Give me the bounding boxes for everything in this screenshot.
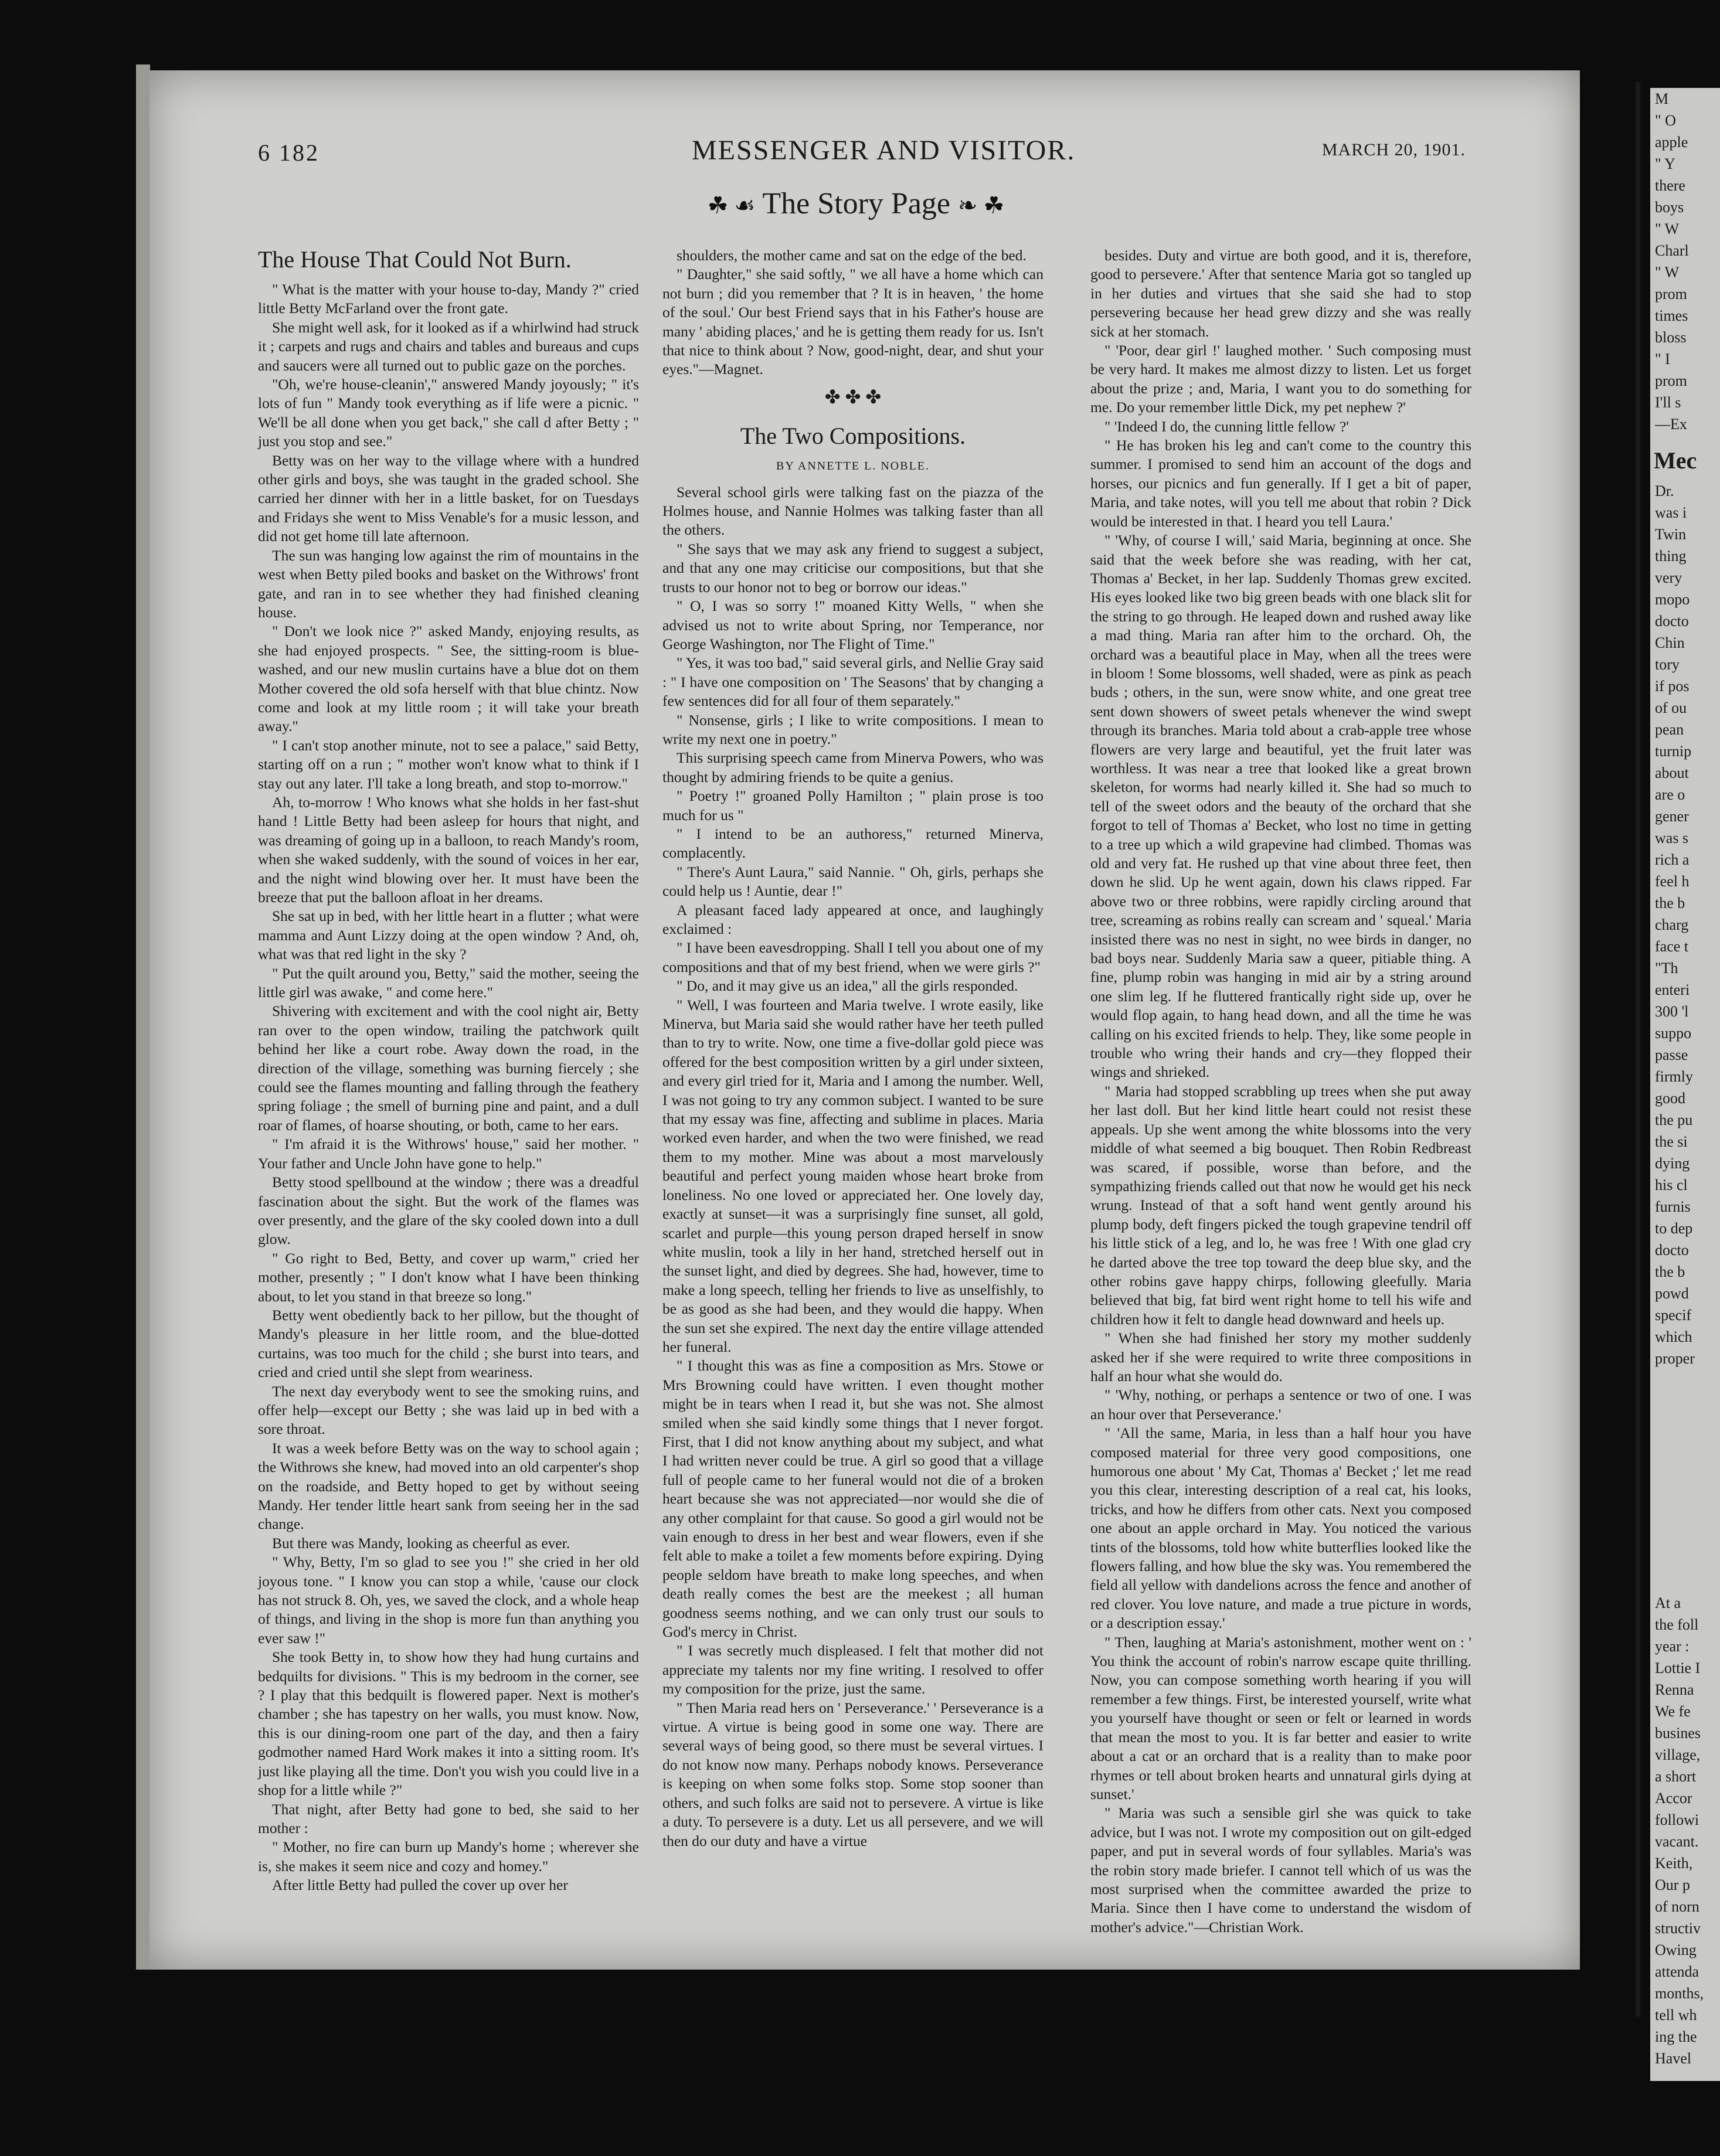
- facing-text-fragment: prom: [1655, 285, 1687, 302]
- paragraph: She might well ask, for it looked as if a whirlwind had struck it ; carpets and rugs and chairs and tables and bureaus and cups and saucers were all turned out to public gaze on the porches.: [258, 318, 639, 374]
- facing-text-fragment: of norn: [1655, 1898, 1699, 1915]
- paragraph: She took Betty in, to show how they had hung curtains and bedquilts for divisions. " This is my bedroom in the corner, see ? I play that this bedquilt is flowered paper. Next is mother's chamber ; she has tapestry on her walls, you must know. Now, this is our dining-room one part of the day, and then a fairy godmother named Hard Work makes it into a sitting room. It's just like playing all the time. Don't you wish you could live in a shop for a little while ?": [258, 1648, 639, 1799]
- facing-text-fragment: mopo: [1655, 591, 1690, 608]
- column-1: [258, 246, 639, 1895]
- paragraph: But there was Mandy, looking as cheerful as ever.: [272, 1534, 570, 1552]
- paragraph: " Mother, no fire can burn up Mandy's home ; wherever she is, she makes it seem nice and cozy and homey.": [258, 1838, 639, 1875]
- page-edge: [136, 64, 150, 1970]
- paragraph: Shivering with excitement and with the cool night air, Betty ran over to the open window, trailing the patchwork quilt behind her like a court robe. Away down the road, in the direction of the village, something was burning fiercely ; she could see the flames mounting and falling through the feathery spring foliage ; the smell of burning pine and paint, and a dull roar of flames, of hoarse shouting, or both, came to her ears.: [258, 1002, 639, 1134]
- story-title: The House That Could Not Burn.: [258, 246, 572, 273]
- paragraph: Several school girls were talking fast on the piazza of the Holmes house, and Nannie Holmes was talking faster than all the others.: [662, 483, 1043, 539]
- facing-text-fragment: apple: [1655, 134, 1688, 151]
- paragraph: " 'All the same, Maria, in less than a half hour you have composed material for three very good compositions, one humorous one about ' My Cat, Thomas a' Becket ;' let me read you this clear, interesting description of a real cat, his looks, tricks, and how he differs from other cats. Next you composed one about an apple orchard in May. You noticed the various tints of the blossoms, told how white butterflies looked like the flowers falling, and how blue the sky was. You remembered the field all yellow with dandelions across the fence and another of red clover. You love nature, and made a true picture in words, or a description essay.': [1090, 1424, 1471, 1632]
- paragraph: " 'Poor, dear girl !' laughed mother. ' Such composing must be very hard. It makes me almost dizzy to listen. Let us forget about the prize ; and, Maria, I want you to do something for me. Do your remember little Dick, my pet nephew ?': [1090, 342, 1471, 416]
- paragraph: " Daughter," she said softly, " we all have a home which can not burn ; did you remember that ? It is in heaven, ' the home of the soul.' Our best Friend says that in his Father's house are many ' abiding places,' and he is getting them ready for us. Isn't that nice to think about ? Now, good-night, dear, and shut your eyes."—Magnet.: [662, 266, 1043, 378]
- ornament-right-icon: ❧ ☘: [958, 192, 1005, 219]
- facing-text-fragment: his cl: [1655, 1176, 1688, 1193]
- paragraph: Betty was on her way to the village where with a hundred other girls and boys, she was taught in the graded school. She carried her dinner with her in a little basket, for on Tuesdays and Fridays she went to Miss Venable's for a music lesson, and did not get home till late afternoon.: [258, 451, 639, 545]
- facing-text-fragment: Havel: [1655, 2050, 1692, 2067]
- facing-text-fragment: suppo: [1655, 1025, 1692, 1042]
- facing-text-fragment: Accor: [1655, 1790, 1692, 1807]
- facing-text-fragment: feel h: [1655, 873, 1690, 890]
- facing-text-fragment: are o: [1655, 786, 1685, 803]
- paragraph: " When she had finished her story my mother suddenly asked her if she were required to write three compositions in half an hour what she would do.: [1090, 1329, 1471, 1385]
- facing-text-fragment: was s: [1655, 829, 1689, 846]
- facing-text-fragment: Lottie I: [1655, 1659, 1701, 1676]
- facing-text-fragment: turnip: [1655, 743, 1692, 760]
- paragraph: " Well, I was fourteen and Maria twelve. I wrote easily, like Minerva, but Maria said she would rather have her teeth pulled than to try to write. Now, one time a five-dollar gold piece was offered for the best composition written by a girl under sixteen, and every girl tried for it, Maria and I among the number. Well, I was not going to try any common subject. I wanted to be sure that my essay was fine, affecting and sublime in places. Maria worked even harder, and when the two were finished, we read them to my mother. Mine was about a most marvelously beautiful and perfect young maiden whose heart broke from loneliness. No one loved or appreciated her. One lovely day, exactly at sunset—it was a surprisingly fine sunset, all gold, scarlet and purple—this young person draped herself in snow white muslin, took a lily in her hand, stretched herself out in the sunset light, and died by degrees. She had, however, time to make a long speech, telling her friends to live as unselfishly, to be as good as she had been, and they would die happy. When the sun set she expired. The next day the entire village attended her funeral.: [662, 996, 1043, 1355]
- facing-text-fragment: months,: [1655, 1985, 1704, 2002]
- facing-text-fragment: Keith,: [1655, 1855, 1693, 1872]
- facing-text-fragment: the b: [1655, 895, 1685, 912]
- facing-text-fragment: structiv: [1655, 1920, 1701, 1937]
- facing-text-fragment: which: [1655, 1328, 1692, 1345]
- paragraph: " Why, Betty, I'm so glad to see you !" she cried in her old joyous tone. " I know you can stop a while, 'cause our clock has not struck 8. Oh, yes, we saved the clock, and a whole heap of things, and living in the shop is more fun than anything you ever saw !": [258, 1553, 639, 1647]
- story-continuation: [662, 246, 1043, 379]
- facing-text-fragment: the b: [1655, 1263, 1685, 1280]
- paragraph: besides. Duty and virtue are both good, and it is, therefore, good to persevere.' After that sentence Maria got so tangled up in her duties and virtues that she said she had to stop persevering because her head grew dizzy and she was really sick at her stomach.: [1090, 247, 1471, 340]
- facing-text-fragment: " W: [1655, 220, 1680, 237]
- paragraph: " There's Aunt Laura," said Nannie. " Oh, girls, perhaps she could help us ! Auntie, dear !": [662, 863, 1043, 900]
- facing-text-fragment: docto: [1655, 613, 1689, 630]
- facing-text-fragment: —Ex: [1655, 416, 1687, 433]
- facing-text-fragment: the foll: [1655, 1616, 1699, 1633]
- facing-text-fragment: the si: [1655, 1133, 1688, 1150]
- byline: BY ANNETTE L. NOBLE.: [776, 460, 930, 473]
- facing-text-fragment: tell wh: [1655, 2007, 1697, 2024]
- facing-text-fragment: dying: [1655, 1155, 1690, 1172]
- facing-text-fragment: " Y: [1655, 155, 1675, 172]
- facing-text-fragment: furnis: [1655, 1198, 1691, 1215]
- facing-text-fragment: firmly: [1655, 1068, 1693, 1085]
- facing-text-fragment: Chin: [1655, 634, 1685, 651]
- facing-text-fragment: 300 'l: [1655, 1003, 1689, 1020]
- facing-text-fragment: year :: [1655, 1638, 1690, 1655]
- paragraph: " Put the quilt around you, Betty," said the mother, seeing the little girl was awake, " and come here.": [258, 964, 639, 1001]
- facing-heading: Mec: [1654, 447, 1697, 474]
- paragraph: " Maria was such a sensible girl she was quick to take advice, but I was not. I wrote my composition out on gilt-edged paper, and put in several words of four syllables. Maria's was the robin story made briefer. I cannot tell which of us was the most surprised when the committee awarded the prize to Maria. Since then I have come to understand the wisdom of mother's advice."—Christian Work.: [1090, 1804, 1471, 1936]
- facing-text-fragment: good: [1655, 1090, 1685, 1107]
- paragraph: After little Betty had pulled the cover up over her: [272, 1876, 568, 1894]
- facing-text-fragment: was i: [1655, 504, 1687, 521]
- paragraph: The sun was hanging low against the rim of mountains in the west when Betty piled books and basket on the Withrows' front gate, and ran in to see whether they had finished cleaning house.: [258, 546, 639, 621]
- facing-text-fragment: times: [1655, 307, 1688, 324]
- facing-text-fragment: attenda: [1655, 1963, 1699, 1980]
- paragraph: " Yes, it was too bad," said several girls, and Nellie Gray said : " I have one composition on ' The Seasons' that by changing a few sentences did for all four of them separately.": [662, 654, 1043, 710]
- story-title: The Two Compositions.: [740, 423, 966, 450]
- paragraph: "Oh, we're house-cleanin'," answered Mandy joyously; " it's lots of fun " Mandy took everything as if life were a picnic. " We'll be all done when you get back," she call d after Betty ; " just you stop and see.": [258, 376, 639, 450]
- column-2: [662, 246, 1043, 1851]
- paragraph: " I'm afraid it is the Withrows' house," said her mother. " Your father and Uncle John have gone to help.": [258, 1135, 639, 1172]
- newspaper-title: MESSENGER AND VISITOR.: [692, 135, 1076, 166]
- facing-text-fragment: Charl: [1655, 242, 1689, 259]
- paragraph: " I intend to be an authoress," returned Minerva, complacently.: [662, 825, 1043, 862]
- paragraph: " 'Indeed I do, the cunning little fellow ?': [1104, 417, 1349, 435]
- column-3: [1090, 246, 1471, 1937]
- facing-text-fragment: village,: [1655, 1746, 1701, 1763]
- paragraph: " Then Maria read hers on ' Perseverance.' ' Perseverance is a virtue. A virtue is being good in some one way. There are several ways of being good, so there must be several virtues. I do not know now many. Perhaps nobody knows. Perseverance is keeping on when some folks stop. Some stop sooner than others, and such folks are said not to persevere. A virtue is like a duty. To persevere is a duty. Let us all persevere, and we will then do our duty and have a virtue: [662, 1699, 1043, 1849]
- facing-text-fragment: tory: [1655, 656, 1680, 673]
- facing-text-fragment: Dr.: [1655, 482, 1674, 499]
- paragraph: Betty went obediently back to her pillow, but the thought of Mandy's pleasure in her little room, and the blue-dotted curtains, was too much for the child ; she burst into tears, and cried and cried until she slept from weariness.: [258, 1306, 639, 1381]
- facing-text-fragment: about: [1655, 764, 1689, 781]
- facing-text-fragment: M: [1655, 90, 1669, 107]
- facing-text-fragment: We fe: [1655, 1703, 1691, 1720]
- issue-date: MARCH 20, 1901.: [1321, 140, 1466, 159]
- paragraph: " I have been eavesdropping. Shall I tell you about one of my compositions and that of my best friend, when we were girls ?": [662, 939, 1043, 975]
- paragraph: " What is the matter with your house to-day, Mandy ?" cried little Betty McFarland over the front gate.: [258, 281, 639, 317]
- facing-text-fragment: thing: [1655, 547, 1687, 564]
- paragraph: " 'Why, of course I will,' said Maria, beginning at once. She said that the week before she was reading, with her cat, Thomas a' Becket, in her lap. Suddenly Thomas grew excited. His eyes looked like two big green beads with one black slit for the string to go through. He leaped down and rushed away like a mad thing. Maria ran after him to the orchard. Oh, the orchard was a beautiful place in May, when all the trees were in bloom ! Some blossoms, well shaded, were as pink as peach buds ; others, in the sun, were snow white, and one great tree sent down showers of sweet petals whenever the wind swept through its branches. Maria told about a crab-apple tree whose flowers are very large and beautiful, yet the fruit later was worthless. It was near a tree that looked like a great brown skeleton, for worms had nearly killed it. She had so much to tell of the sweet odors and the beauty of the orchard that she forgot to tell of Thomas a' Becket, who lost no time in getting to a tree up which a wild grapevine had climbed. Thomas was old and very fat. He rushed up that vine about three feet, then down he slid. Up he went again, down his claws ripped. Far above two or three robbins, were rapidly circling around that tree, screaming as robins really can scream and ' squeal.' Maria insisted there was no nest in sight, no wee birds in danger, no bad boys near. Suddenly Maria saw a queer, pitiable thing. A fine, plump robin was hanging in mid air by a string around one slim leg. If he fluttered frantically right side up, over he would flop again, to hang head down, and all the time he was calling on his excited friends to help. They, like some people in trouble who wring their hands and cry—they flopped their wings and shrieked.: [1090, 532, 1471, 1081]
- paragraph: " 'Why, nothing, or perhaps a sentence or two of one. I was an hour over that Perseverance.': [1090, 1386, 1471, 1423]
- facing-text-fragment: face t: [1655, 938, 1689, 955]
- facing-text-fragment: the pu: [1655, 1111, 1693, 1128]
- facing-text-fragment: boys: [1655, 199, 1684, 216]
- facing-text-fragment: charg: [1655, 916, 1689, 933]
- paragraph: " I thought this was as fine a composition as Mrs. Stowe or Mrs Browning could have written. I even thought mother might be in tears when I read it, but she was not. She almost smiled when she said kindly some things that I never forgot. First, that I did not know anything about my subject, and what I had written never could be true. A girl so good that a village full of people came to her funeral would not die of a broken heart because she was not appreciated—nor would she die of any other complaint for that cause. So good a girl would not be vain enough to dress in her best and wear flowers, even if she felt able to make a toilet a few moments before expiring. Dying people seldom have breath to make long speeches, and when death really comes the best are the meekest ; all human goodness seems nothing, and we can only trust our souls to God's mercy in Christ.: [662, 1357, 1043, 1641]
- facing-text-fragment: gener: [1655, 808, 1689, 825]
- facing-text-fragment: vacant.: [1655, 1833, 1699, 1850]
- paragraph: " She says that we may ask any friend to suggest a subject, and that any one may criticise our compositions, but that she trusts to our honor not to beg or borrow our ideas.": [662, 540, 1043, 596]
- facing-text-fragment: passe: [1655, 1046, 1688, 1063]
- section-title: The Story Page: [762, 187, 950, 220]
- story-continuation: [1090, 246, 1471, 1937]
- facing-text-fragment: powd: [1655, 1285, 1689, 1302]
- section-heading: [651, 186, 1061, 233]
- facing-text-fragment: to dep: [1655, 1220, 1693, 1237]
- paragraph: This surprising speech came from Minerva Powers, who was thought by admiring friends to be quite a genius.: [662, 749, 1043, 785]
- paragraph: " O, I was so sorry !" moaned Kitty Wells, " when she advised us not to write about Spring, nor Temperance, nor George Washington, nor The Flight of Time.": [662, 597, 1043, 652]
- story-body: [258, 280, 639, 1895]
- paragraph: " Then, laughing at Maria's astonishment, mother went on : ' You think the account of robin's narrow escape quite thrilling. Now, you can compose something worth hearing if you will remember a few things. First, be interested yourself, write what you yourself have thought or seen or felt or learned in words that mean the most to you. It is far better and easier to write about a cat or an orchard that is a reality than to make poor rhymes or tell about broken hearts and unnatural girls dying at sunset.': [1090, 1633, 1471, 1803]
- facing-text-fragment: Renna: [1655, 1681, 1694, 1698]
- facing-page-fragment: [1650, 88, 1720, 2081]
- facing-text-fragment: specif: [1655, 1307, 1692, 1324]
- facing-text-fragment: enteri: [1655, 981, 1690, 998]
- facing-text-fragment: " W: [1655, 264, 1680, 281]
- facing-text-fragment: I'll s: [1655, 394, 1681, 411]
- paragraph: She sat up in bed, with her little heart in a flutter ; what were mamma and Aunt Lizzy doing at the open window ? And, oh, what was that red light in the sky ?: [258, 907, 639, 963]
- separator-icon: ✤ ✤ ✤: [824, 386, 882, 407]
- facing-text-fragment: pean: [1655, 721, 1684, 738]
- paragraph: A pleasant faced lady appeared at once, and laughingly exclaimed :: [662, 901, 1043, 937]
- paragraph: " Nonsense, girls ; I like to write compositions. I mean to write my next one in poetry.": [662, 711, 1043, 747]
- facing-text-fragment: if pos: [1655, 678, 1690, 695]
- page-header: [258, 132, 1466, 167]
- paragraph: " Don't we look nice ?" asked Mandy, enjoying results, as she had enjoyed prospects. " See, the sitting-room is blue-washed, and our new muslin curtains have a blue dot on them Mother covered the old sofa herself with that blue chintz. Now come and look at my little room ; it will take your breath away.": [258, 623, 639, 735]
- facing-text-fragment: followi: [1655, 1811, 1699, 1828]
- facing-text-fragment: Twin: [1655, 526, 1687, 543]
- facing-text-fragment: of ou: [1655, 699, 1687, 716]
- facing-text-fragment: At a: [1655, 1594, 1681, 1611]
- facing-text-fragment: ing the: [1655, 2028, 1697, 2045]
- paragraph: Ah, to-morrow ! Who knows what she holds in her fast-shut hand ! Little Betty had been asleep for hours that night, and was dreaming of going up in a balloon, to reach Mandy's room, when she waked suddenly, with the sound of voices in her ear, and the night wind blowing over her. It must have been the breeze that put the balloon afloat in her dreams.: [258, 793, 639, 906]
- facing-text-fragment: Owing: [1655, 1941, 1697, 1958]
- paragraph: " I can't stop another minute, not to see a palace," said Betty, starting off on a run ; " mother won't know what to think if I stay out any later. I'll take a long breath, and stop to-morrow.": [258, 736, 639, 792]
- facing-text-fragment: rich a: [1655, 851, 1690, 868]
- ornament-left-icon: ☘ ☙: [707, 192, 756, 219]
- paragraph: That night, after Betty had gone to bed, she said to her mother :: [258, 1800, 639, 1837]
- page-gutter: [1636, 82, 1640, 2016]
- facing-text-fragment: " O: [1655, 112, 1676, 129]
- facing-text-fragment: "Th: [1655, 960, 1678, 977]
- paragraph: Betty stood spellbound at the window ; there was a dreadful fascination about the sight. But the work of the flames was over presently, and the glare of the sky cooled down into a dull glow.: [258, 1174, 639, 1248]
- story-body: [662, 483, 1043, 1851]
- paragraph: " He has broken his leg and can't come to the country this summer. I promised to send him an account of the dogs and horses, our picnics and fun generally. If I get a bit of paper, Maria, and take notes, will you tell me about that robin ? Dick would be interested in that. I heard you tell Laura.': [1090, 437, 1471, 530]
- facing-text-fragment: prom: [1655, 372, 1687, 389]
- facing-text-fragment: " I: [1655, 351, 1670, 368]
- paragraph: " Poetry !" groaned Polly Hamilton ; " plain prose is too much for us ": [662, 787, 1043, 824]
- facing-text-fragment: there: [1655, 177, 1685, 194]
- facing-text-fragment: proper: [1655, 1350, 1695, 1367]
- facing-text-fragment: bloss: [1655, 329, 1687, 346]
- facing-text-fragment: docto: [1655, 1242, 1689, 1259]
- facing-text-fragment: Our p: [1655, 1876, 1690, 1893]
- facing-text-fragment: busines: [1655, 1725, 1701, 1742]
- paragraph: It was a week before Betty was on the way to school again ; the Withrows she knew, had moved into an old carpenter's shop on the roadside, and Betty hoped to get by without seeing Mandy. Her tender little heart sank from seeing her in the sad change.: [258, 1439, 639, 1533]
- page-number: 6 182: [258, 140, 319, 166]
- paragraph: " I was secretly much displeased. I felt that mother did not appreciate my talents nor my fine writing. I resolved to offer my composition for the prize, just the same.: [662, 1642, 1043, 1698]
- paragraph: " Maria had stopped scrabbling up trees when she put away her last doll. But her kind little heart could not resist these appeals. Up she went among the white blossoms into the very middle of what seemed a big bouquet. Then Robin Redbreast was scared, if possible, worse than before, and the sympathizing friends called out that now he would get his neck wrung. Instead of that a soft hand went gently around his plump body, deft fingers picked the tough grapevine tendril off his little stick of a leg, and lo, he was free ! With one glad cry he darted above the tree top toward the deep blue sky, and the other robins gave happy chirps, following gleefully. Maria believed that big, fat bird went right home to tell his wife and children how it felt to dangle head downward and heels up.: [1090, 1082, 1471, 1328]
- paragraph: shoulders, the mother came and sat on the edge of the bed.: [677, 247, 1026, 264]
- paragraph: " Do, and it may give us an idea," all the girls responded.: [677, 977, 1018, 995]
- facing-text-fragment: very: [1655, 569, 1682, 586]
- paragraph: " Go right to Bed, Betty, and cover up warm," cried her mother, presently ; " I don't know what I have been thinking about, to let you stand in that breeze so long.": [258, 1249, 639, 1305]
- facing-text-fragment: a short: [1655, 1768, 1697, 1785]
- paragraph: The next day everybody went to see the smoking ruins, and offer help—except our Betty ; she was laid up in bed with a sore throat.: [258, 1382, 639, 1438]
